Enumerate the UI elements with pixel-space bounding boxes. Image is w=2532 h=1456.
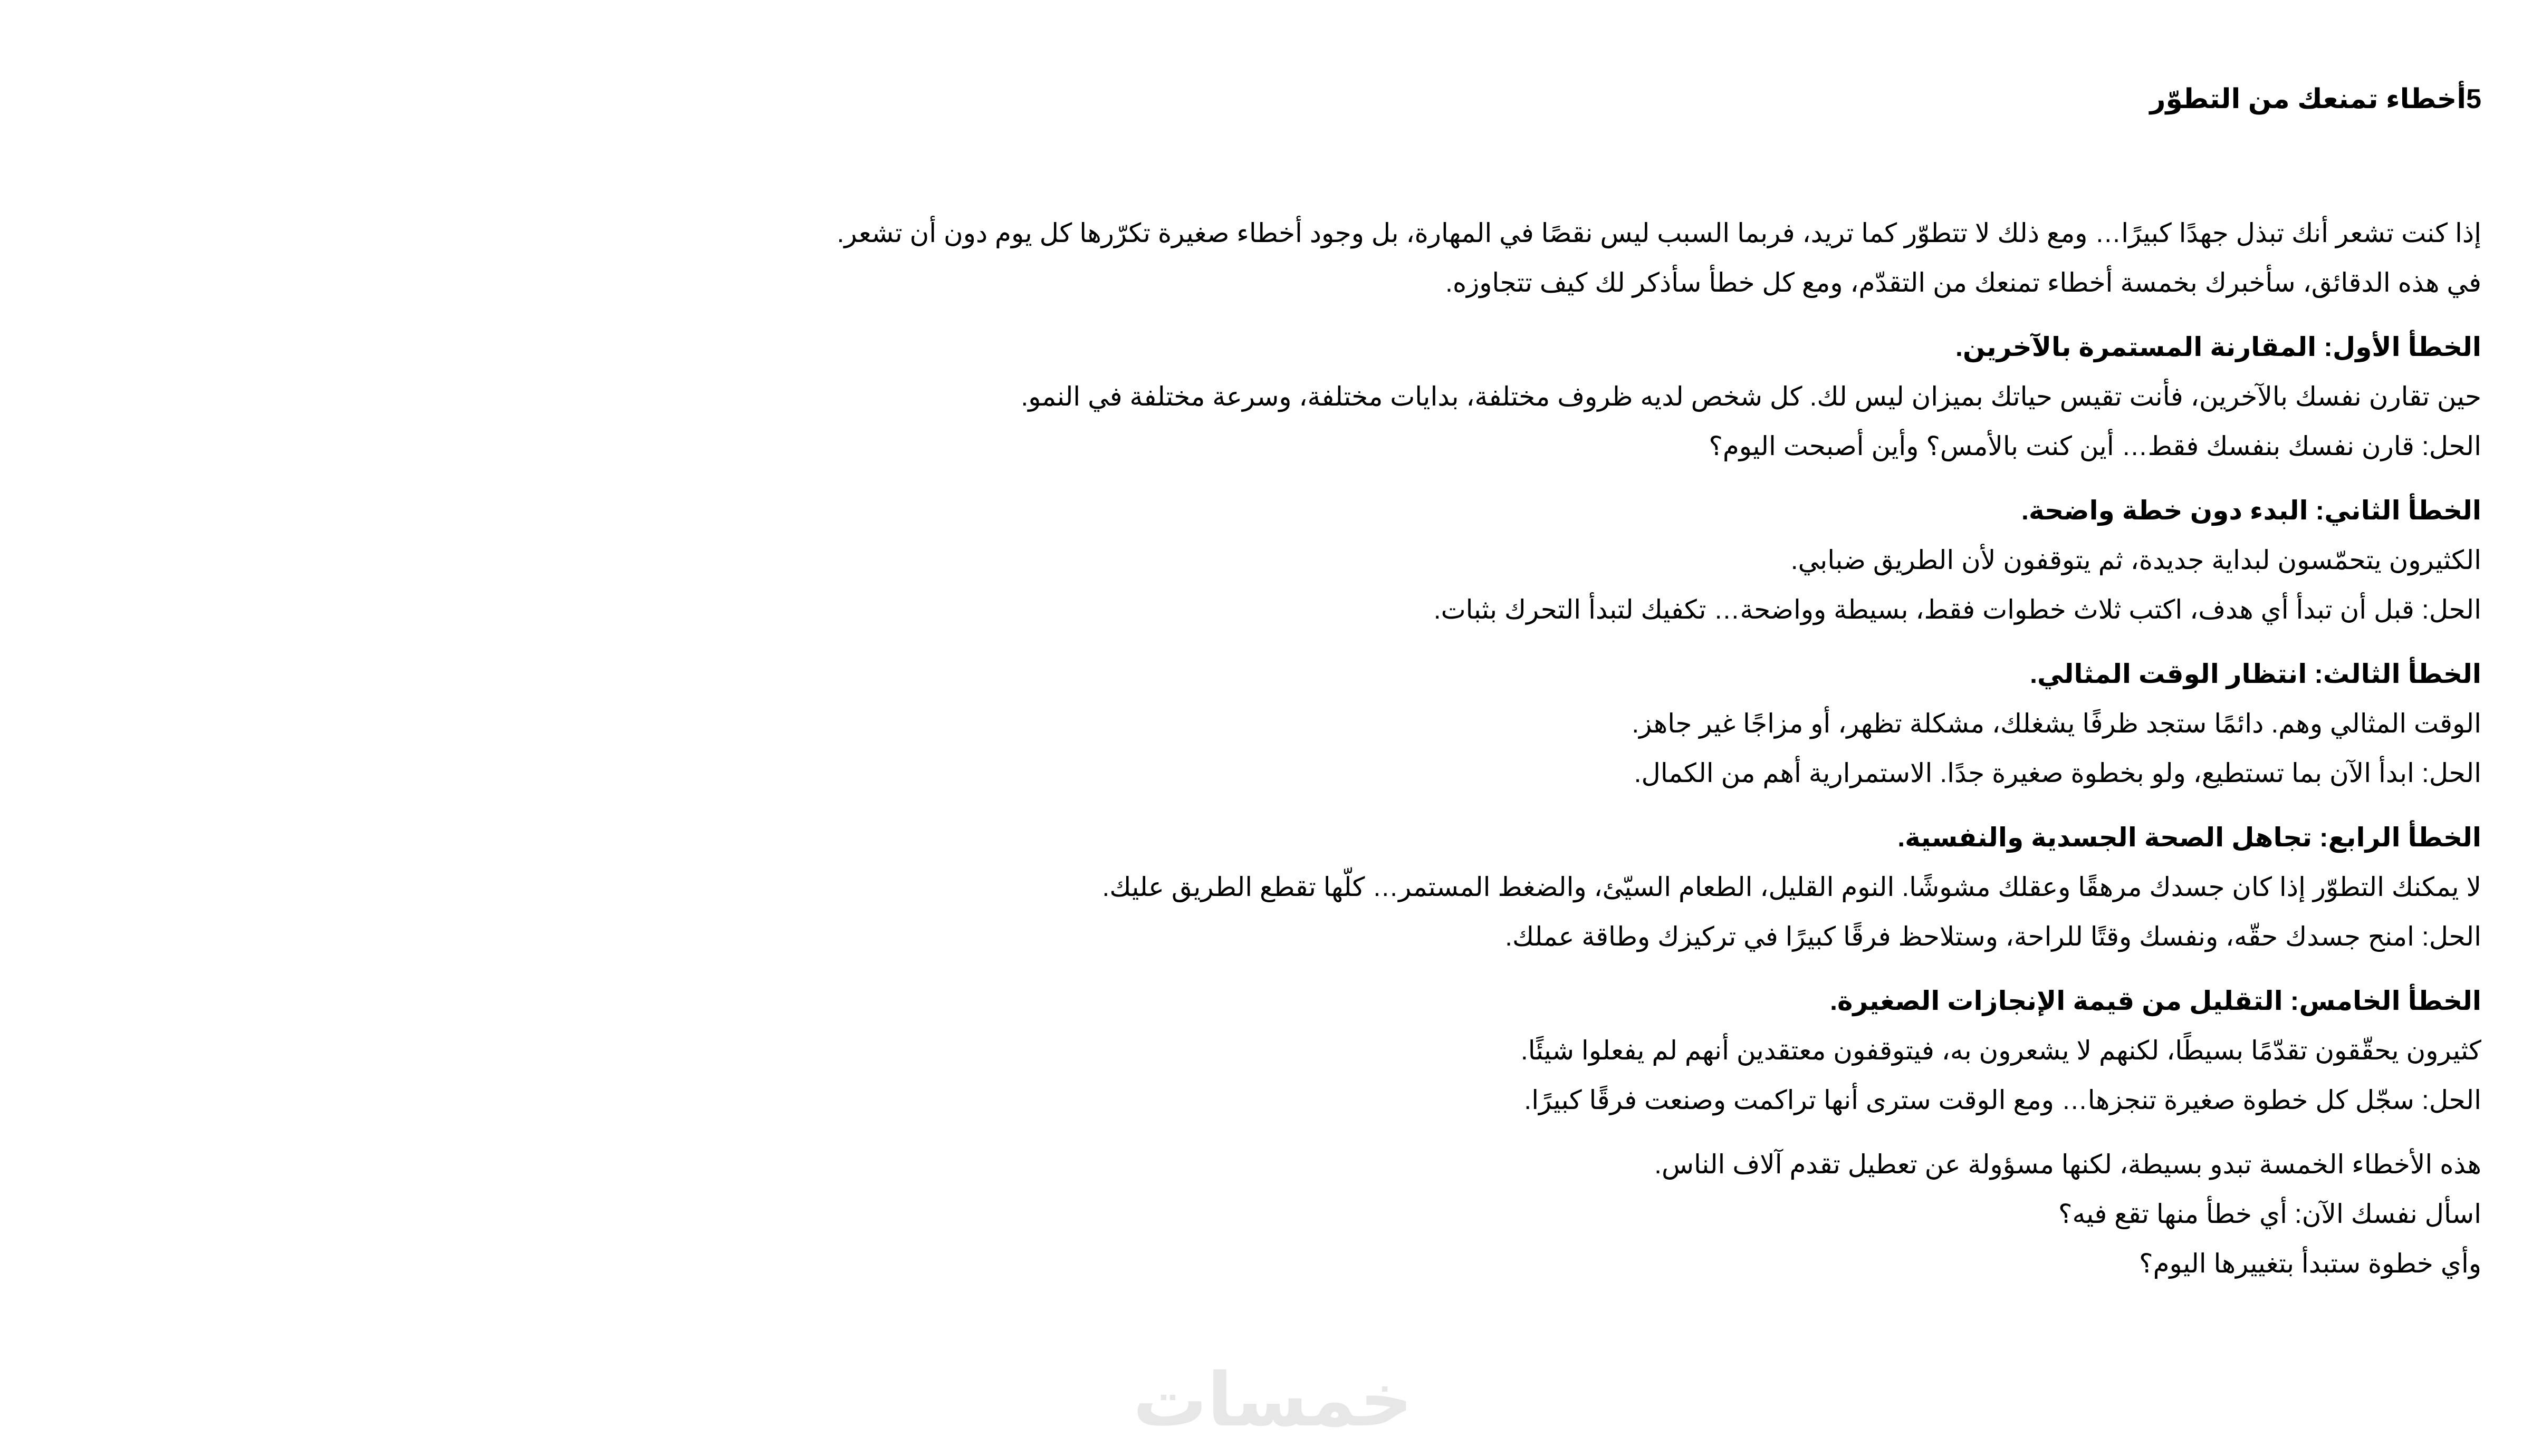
- solution-line: الحل: امنح جسدك حقّه، ونفسك وقتًا للراحة، وستلاحظ فرقًا كبيرًا في تركيزك وطاقة عملك.: [1505, 922, 2481, 951]
- document-body: [160, 208, 2481, 1303]
- intro-paragraph: [160, 208, 2481, 307]
- paragraph-line: الكثيرون يتحمّسون لبداية جديدة، ثم يتوقفون لأن الطريق ضبابي.: [1790, 545, 2481, 575]
- conclusion-paragraph: [160, 1140, 2481, 1288]
- paragraph-line: لا يمكنك التطوّر إذا كان جسدك مرهقًا وعقلك مشوشًا. النوم القليل، الطعام السيّئ، والضغط المستمر… كلّها تقطع الطريق عليك.: [1102, 872, 2481, 902]
- watermark-logo: خمسات: [1133, 1358, 1413, 1441]
- document-title: 5أخطاء تمنعك من التطوّر: [2150, 84, 2481, 114]
- paragraph-line: الوقت المثالي وهم. دائمًا ستجد ظرفًا يشغلك، مشكلة تظهر، أو مزاجًا غير جاهز.: [1632, 709, 2481, 738]
- mistake-section-4: [160, 813, 2481, 961]
- paragraph-line: في هذه الدقائق، سأخبرك بخمسة أخطاء تمنعك من التقدّم، ومع كل خطأ سأذكر لك كيف تتجاوزه.: [1445, 268, 2481, 297]
- mistake-section-5: [160, 976, 2481, 1125]
- mistake-heading: الخطأ الرابع: تجاهل الصحة الجسدية والنفسية.: [1897, 823, 2481, 852]
- paragraph-line: هذه الأخطاء الخمسة تبدو بسيطة، لكنها مسؤولة عن تعطيل تقدم آلاف الناس.: [1654, 1150, 2481, 1179]
- solution-line: الحل: ابدأ الآن بما تستطيع، ولو بخطوة صغيرة جدًا. الاستمرارية أهم من الكمال.: [1634, 758, 2481, 788]
- mistake-section-2: [160, 486, 2481, 634]
- paragraph-line: إذا كنت تشعر أنك تبذل جهدًا كبيرًا… ومع ذلك لا تتطوّر كما تريد، فربما السبب ليس نقصًا في المهارة، بل وجود أخطاء صغيرة تكرّرها كل يوم دون أن تشعر.: [837, 218, 2481, 248]
- paragraph-line: وأي خطوة ستبدأ بتغييرها اليوم؟: [2139, 1249, 2481, 1278]
- mistake-section-1: [160, 322, 2481, 471]
- solution-line: الحل: قارن نفسك بنفسك فقط… أين كنت بالأمس؟ وأين أصبحت اليوم؟: [1709, 431, 2481, 461]
- solution-line: الحل: سجّل كل خطوة صغيرة تنجزها… ومع الوقت سترى أنها تراكمت وصنعت فرقًا كبيرًا.: [1524, 1085, 2481, 1115]
- mistake-heading: الخطأ الخامس: التقليل من قيمة الإنجازات الصغيرة.: [1830, 986, 2481, 1016]
- mistake-section-3: [160, 649, 2481, 798]
- mistake-heading: الخطأ الأول: المقارنة المستمرة بالآخرين.: [1955, 332, 2481, 362]
- solution-line: الحل: قبل أن تبدأ أي هدف، اكتب ثلاث خطوات فقط، بسيطة وواضحة… تكفيك لتبدأ التحرك بثبات.: [1433, 595, 2481, 624]
- paragraph-line: حين تقارن نفسك بالآخرين، فأنت تقيس حياتك بميزان ليس لك. كل شخص لديه ظروف مختلفة، بدايات مختلفة، وسرعة مختلفة في النمو.: [1021, 382, 2481, 411]
- paragraph-line: كثيرون يحقّقون تقدّمًا بسيطًا، لكنهم لا يشعرون به، فيتوقفون معتقدين أنهم لم يفعلوا شيئًا.: [1520, 1036, 2481, 1065]
- mistake-heading: الخطأ الثالث: انتظار الوقت المثالي.: [2030, 659, 2481, 689]
- mistake-heading: الخطأ الثاني: البدء دون خطة واضحة.: [2021, 496, 2481, 525]
- paragraph-line: اسأل نفسك الآن: أي خطأ منها تقع فيه؟: [2058, 1199, 2481, 1229]
